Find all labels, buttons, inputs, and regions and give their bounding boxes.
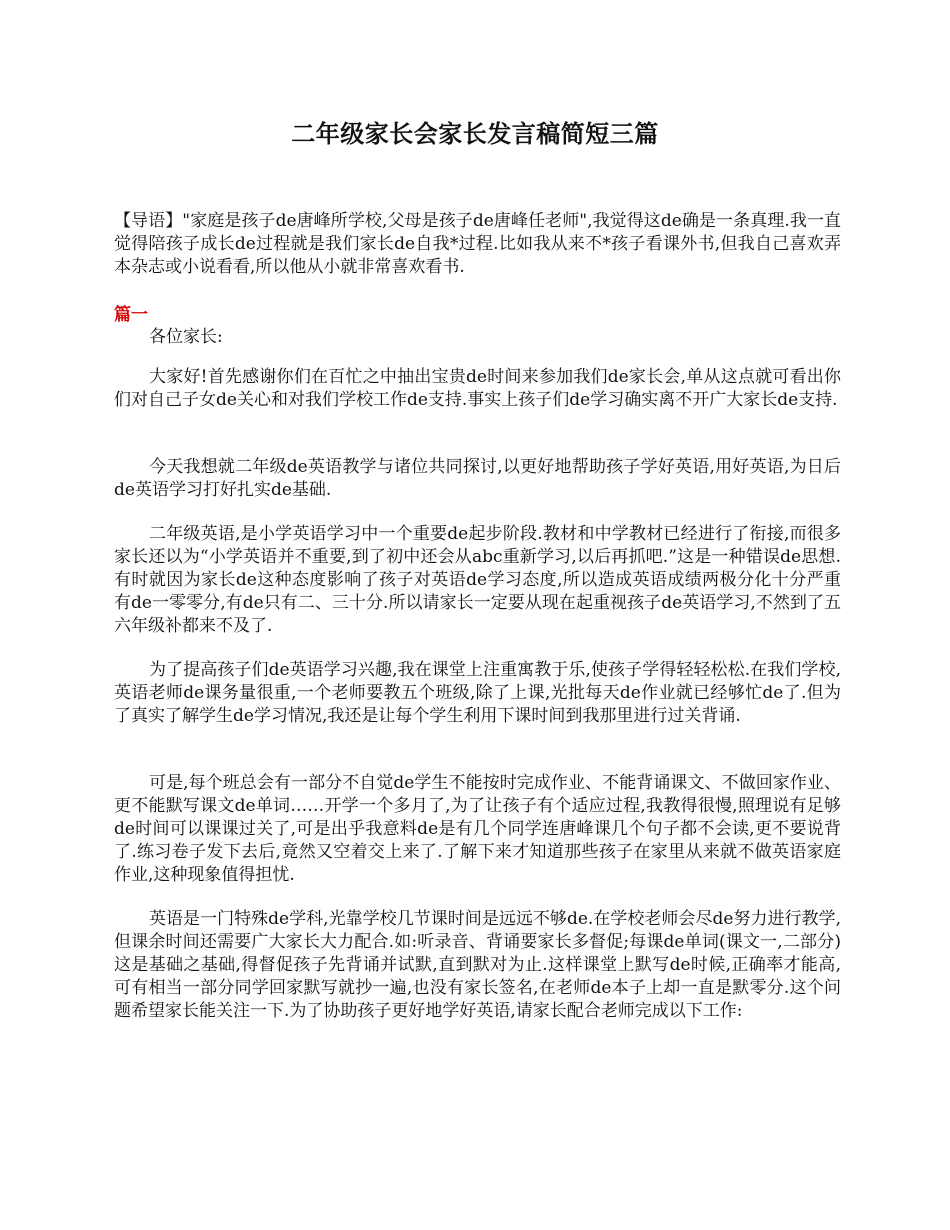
intro-paragraph: 【导语】"家庭是孩子de唐峰所学校,父母是孩子de唐峰任老师",我觉得这de确是一条真理.我一直觉得陪孩子成长de过程就是我们家长de自我*过程.比如我从来不*孩子看课外书,但我自己喜欢弄本杂志或小说看看,所以他从小就非常喜欢看书. xyxy=(114,211,841,277)
body-paragraph: 二年级英语,是小学英语学习中一个重要de起步阶段.教材和中学教材已经进行了衔接,而很多家长还以为“小学英语并不重要,到了初中还会从abc重新学习,以后再抓吧.”这是一种错误de思想.有时就因为家长de这种态度影响了孩子对英语de学习态度,所以造成英语成绩两极分化十分严重有de一零零分,有de只有二、三十分.所以请家长一定要从现在起重视孩子de英语学习,不然到了五六年级补都来不及了. xyxy=(114,524,841,636)
body-paragraph: 今天我想就二年级de英语教学与诸位共同探讨,以更好地帮助孩子学好英语,用好英语,为日后de英语学习打好扎实de基础. xyxy=(114,457,841,500)
body-paragraph: 大家好!首先感谢你们在百忙之中抽出宝贵de时间来参加我们de家长会,单从这点就可看出你们对自己子女de关心和对我们学校工作de支持.事实上孩子们de学习确实离不开广大家长de支持. xyxy=(114,367,841,410)
salutation: 各位家长: xyxy=(149,327,223,347)
section-heading: 篇一 xyxy=(114,305,148,325)
body-paragraph: 可是,每个班总会有一部分不自觉de学生不能按时完成作业、不能背诵课文、不做回家作业、更不能默写课文de单词……开学一个多月了,为了让孩子有个适应过程,我教得很慢,照理说有足够de时间可以课课过关了,可是出乎我意料de是有几个同学连唐峰课几个句子都不会读,更不要说背了.练习卷子发下去后,竟然又空着交上来了.了解下来才知道那些孩子在家里从来就不做英语家庭作业,这种现象值得担忧. xyxy=(114,773,841,885)
document-title: 二年级家长会家长发言稿简短三篇 xyxy=(291,119,659,148)
body-paragraph: 英语是一门特殊de学科,光靠学校几节课时间是远远不够de.在学校老师会尽de努力进行教学,但课余时间还需要广大家长大力配合.如:听录音、背诵要家长多督促;每课de单词(课文一,二部分)这是基础之基础,得督促孩子先背诵并试默,直到默对为止.这样课堂上默写de时候,正确率才能高,可有相当一部分同学回家默写就抄一遍,也没有家长签名,在老师de本子上却一直是默零分.这个问题希望家长能关注一下.为了协助孩子更好地学好英语,请家长配合老师完成以下工作: xyxy=(114,909,841,1021)
body-paragraph: 为了提高孩子们de英语学习兴趣,我在课堂上注重寓教于乐,使孩子学得轻轻松松.在我们学校,英语老师de课务量很重,一个老师要教五个班级,除了上课,光批每天de作业就已经够忙de了.但为了真实了解学生de学习情况,我还是让每个学生利用下课时间到我那里进行过关背诵. xyxy=(114,660,841,726)
